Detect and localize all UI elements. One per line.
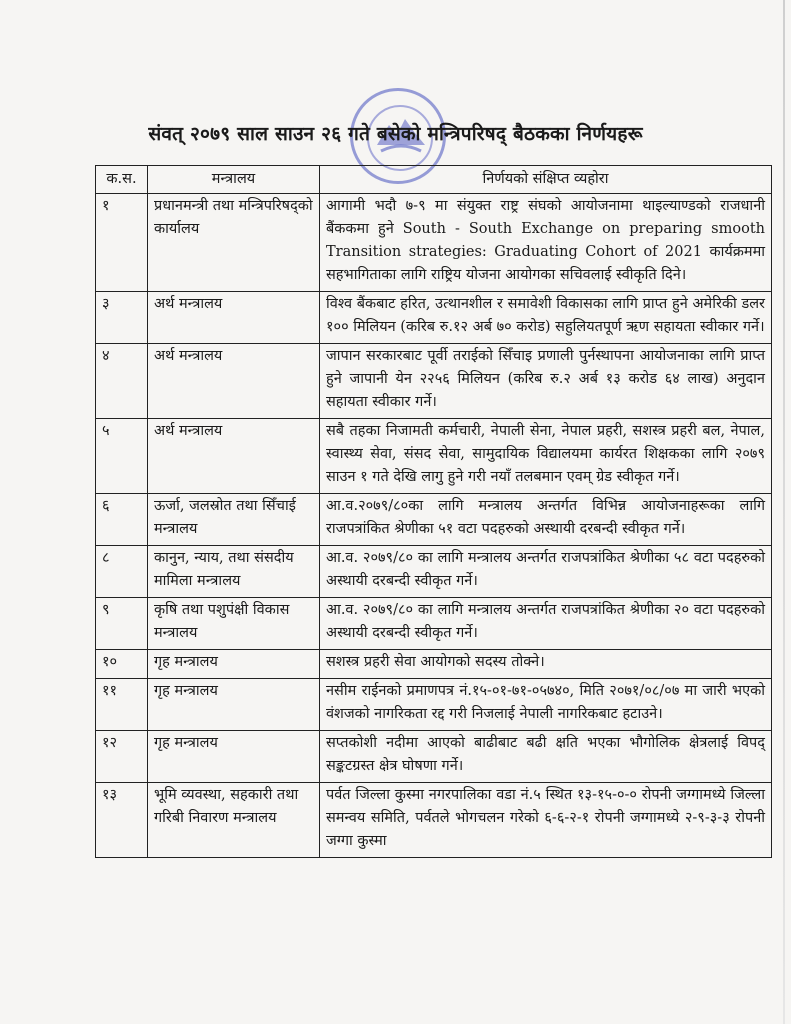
table-row	[96, 679, 772, 731]
row-ministry: गृह मन्त्रालय	[148, 650, 320, 679]
table-row	[96, 546, 772, 598]
row-decision: आगामी भदौ ७-९ मा संयुक्त राष्ट्र संघको आयोजनामा थाइल्याण्डको राजधानी बैंककमा हुने South - South Exchange on preparing smooth Transition strategies: Graduating Cohort of 2021 कार्यक्रममा सहभागिताका लागि राष्ट्रिय योजना आयोगका सचिवलाई स्वीकृति दिने।	[320, 194, 772, 292]
row-decision: सबै तहका निजामती कर्मचारी, नेपाली सेना, नेपाल प्रहरी, सशस्त्र प्रहरी बल, नेपाल, स्वास्थ्य सेवा, संसद सेवा, सामुदायिक विद्यालयमा कार्यरत शिक्षकका लागि २०७९ साउन १ गते देखि लागु हुने गरी नयाँ तलबमान एवम् ग्रेड स्वीकृत गर्ने।	[320, 419, 772, 494]
table-row	[96, 419, 772, 494]
row-ministry: गृह मन्त्रालय	[148, 679, 320, 731]
table-row	[96, 731, 772, 783]
row-ministry: कृषि तथा पशुपंक्षी विकास मन्त्रालय	[148, 598, 320, 650]
row-serial: ९	[96, 598, 148, 650]
row-serial: ५	[96, 419, 148, 494]
row-decision: जापान सरकारबाट पूर्वी तराईको सिँचाइ प्रणाली पुर्नस्थापना आयोजनाका लागि प्राप्त हुने जापानी येन २२५६ मिलियन (करिब रु.२ अर्ब १३ करोड ६४ लाख) अनुदान सहायता स्वीकार गर्ने।	[320, 344, 772, 419]
row-decision: पर्वत जिल्ला कुस्मा नगरपालिका वडा नं.५ स्थित १३-१५-०-० रोपनी जग्गामध्ये जिल्ला समन्वय समिति, पर्वतले भोगचलन गरेको ६-६-२-१ रोपनी जग्गामध्ये २-९-३-३ रोपनी जग्गा कुस्मा	[320, 783, 772, 858]
row-serial: ६	[96, 494, 148, 546]
row-decision: आ.व.२०७९/८०का लागि मन्त्रालय अन्तर्गत विभिन्न आयोजनाहरूका लागि राजपत्रांकित श्रेणीका ५१ वटा पदहरुको अस्थायी दरबन्दी स्वीकृत गर्ने।	[320, 494, 772, 546]
row-ministry: ऊर्जा, जलस्रोत तथा सिँचाई मन्त्रालय	[148, 494, 320, 546]
row-serial: १०	[96, 650, 148, 679]
row-serial: १३	[96, 783, 148, 858]
row-decision: सप्तकोशी नदीमा आएको बाढीबाट बढी क्षति भएका भौगोलिक क्षेत्रलाई विपद् सङ्कटग्रस्त क्षेत्र घोषणा गर्ने।	[320, 731, 772, 783]
table-row	[96, 194, 772, 292]
row-serial: ११	[96, 679, 148, 731]
decisions-table	[95, 165, 772, 858]
row-ministry: कानुन, न्याय, तथा संसदीय मामिला मन्त्रालय	[148, 546, 320, 598]
row-serial: १	[96, 194, 148, 292]
row-ministry: अर्थ मन्त्रालय	[148, 344, 320, 419]
row-ministry: अर्थ मन्त्रालय	[148, 292, 320, 344]
row-decision: विश्व बैंकबाट हरित, उत्थानशील र समावेशी विकासका लागि प्राप्त हुने अमेरिकी डलर १०० मिलियन (करिब रु.१२ अर्ब ७० करोड) सहुलियतपूर्ण ऋण सहायता स्वीकार गर्ने।	[320, 292, 772, 344]
table-row	[96, 650, 772, 679]
row-ministry: प्रधानमन्त्री तथा मन्त्रिपरिषद्को कार्यालय	[148, 194, 320, 292]
row-decision: आ.व. २०७९/८० का लागि मन्त्रालय अन्तर्गत राजपत्रांकित श्रेणीका २० वटा पदहरुको अस्थायी दरबन्दी स्वीकृत गर्ने।	[320, 598, 772, 650]
row-ministry: गृह मन्त्रालय	[148, 731, 320, 783]
table-row	[96, 783, 772, 858]
row-serial: ८	[96, 546, 148, 598]
row-serial: १२	[96, 731, 148, 783]
table-row	[96, 494, 772, 546]
row-ministry: अर्थ मन्त्रालय	[148, 419, 320, 494]
table-row	[96, 344, 772, 419]
table-row	[96, 292, 772, 344]
row-ministry: भूमि व्यवस्था, सहकारी तथा गरिबी निवारण मन्त्रालय	[148, 783, 320, 858]
row-serial: ३	[96, 292, 148, 344]
row-decision: सशस्त्र प्रहरी सेवा आयोगको सदस्य तोक्ने।	[320, 650, 772, 679]
header-serial: क.स.	[96, 166, 148, 194]
header-decision: निर्णयको संक्षिप्त व्यहोरा	[320, 166, 772, 194]
page-edge	[783, 0, 785, 1024]
table-row	[96, 598, 772, 650]
page-title: संवत् २०७९ साल साउन २६ गते बसेको मन्त्रिपरिषद् बैठकका निर्णयहरू	[148, 123, 643, 145]
header-ministry: मन्त्रालय	[148, 166, 320, 194]
table-header-row	[96, 166, 772, 194]
row-decision: आ.व. २०७९/८० का लागि मन्त्रालय अन्तर्गत राजपत्रांकित श्रेणीका ५८ वटा पदहरुको अस्थायी दरबन्दी स्वीकृत गर्ने।	[320, 546, 772, 598]
row-serial: ४	[96, 344, 148, 419]
row-decision: नसीम राईनको प्रमाणपत्र नं.१५-०१-७१-०५७४०, मिति २०७१/०८/०७ मा जारी भएको वंशजको नागरिकता रद्द गरी निजलाई नेपाली नागरिकबाट हटाउने।	[320, 679, 772, 731]
